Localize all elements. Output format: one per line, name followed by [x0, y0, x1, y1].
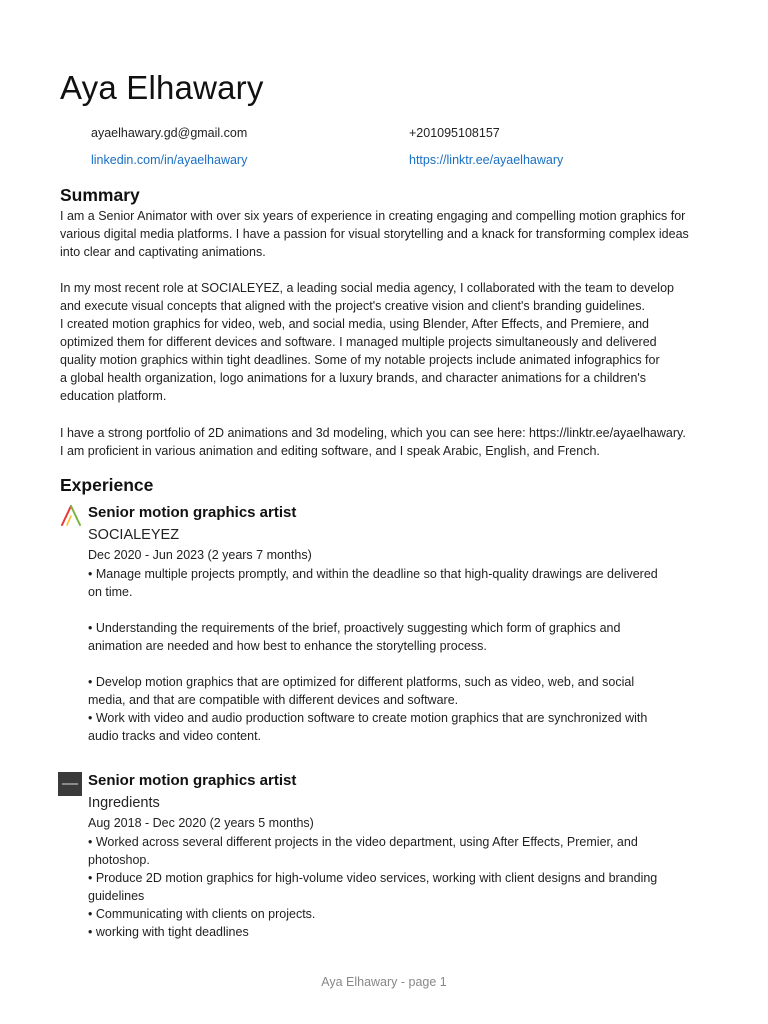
summary-line: In my most recent role at SOCIALEYEZ, a leading social media agency, I collaborated with the team to develop — [60, 281, 674, 295]
candidate-name: Aya Elhawary — [60, 69, 264, 106]
company-name: Ingredients — [88, 795, 160, 811]
summary-paragraph-3 — [60, 424, 710, 460]
summary-line: I am a Senior Animator with over six years of experience in creating engaging and compelling motion graphics for — [60, 209, 686, 223]
page-footer: Aya Elhawary - page 1 — [321, 975, 447, 989]
summary-line: and execute visual concepts that aligned with the project's creative vision and client's branding guidelines. — [60, 299, 645, 313]
line-gap — [88, 601, 688, 619]
line-gap — [88, 655, 688, 673]
linkedin-link[interactable]: linkedin.com/in/ayaelhawary — [91, 153, 248, 167]
job-line: • Worked across several different projects in the video department, using After Effects, Premier, and — [88, 835, 638, 849]
job-line: audio tracks and video content. — [88, 729, 262, 743]
linktree-link[interactable]: https://linktr.ee/ayaelhawary — [409, 153, 564, 167]
summary-paragraph-2 — [60, 279, 710, 405]
job-line: • Understanding the requirements of the brief, proactively suggesting which form of graphics and — [88, 621, 621, 635]
job-line: photoshop. — [88, 853, 150, 867]
job-line: animation are needed and how best to enhance the storytelling process. — [88, 639, 487, 653]
summary-line: a global health organization, logo animations for a luxury brands, and character animations for a children's — [60, 371, 647, 385]
job-line: • Produce 2D motion graphics for high-volume video services, working with client designs and branding — [88, 871, 658, 885]
phone-text: +201095108157 — [409, 126, 500, 140]
experience-heading: Experience — [60, 475, 154, 495]
summary-line: quality motion graphics within tight deadlines. Some of my notable projects include animated infographics for — [60, 353, 660, 367]
email-text: ayaelhawary.gd@gmail.com — [91, 126, 248, 140]
summary-heading: Summary — [60, 185, 140, 205]
job-line: guidelines — [88, 889, 145, 903]
summary-line: various digital media platforms. I have a passion for visual storytelling and a knack for transforming complex ideas — [60, 227, 689, 241]
ingredients-logo-icon — [58, 772, 82, 796]
summary-line: into clear and captivating animations. — [60, 245, 266, 259]
job-dates: Dec 2020 - Jun 2023 (2 years 7 months) — [88, 548, 312, 562]
summary-line: I created motion graphics for video, web, and social media, using Blender, After Effects, and Premiere, and — [60, 317, 649, 331]
summary-line: I have a strong portfolio of 2D animations and 3d modeling, which you can see here: https://linktr.ee/ayaelhawary. — [60, 426, 686, 440]
job-description — [88, 833, 688, 941]
job-line: • Communicating with clients on projects. — [88, 907, 316, 921]
job-line: media, and that are compatible with different devices and software. — [88, 693, 459, 707]
company-name: SOCIALEYEZ — [88, 527, 180, 543]
job-line: • Manage multiple projects promptly, and within the deadline so that high-quality drawings are delivered — [88, 567, 658, 581]
summary-line: education platform. — [60, 389, 167, 403]
job-line: • Develop motion graphics that are optimized for different platforms, such as video, web, and social — [88, 675, 635, 689]
job-title: Senior motion graphics artist — [88, 772, 297, 789]
summary-paragraph-1 — [60, 207, 710, 261]
job-title: Senior motion graphics artist — [88, 504, 297, 521]
job-line: on time. — [88, 585, 133, 599]
summary-line: I am proficient in various animation and editing software, and I speak Arabic, English, and French. — [60, 444, 600, 458]
summary-line: optimized them for different devices and software. I managed multiple projects simultaneously and delivered — [60, 335, 657, 349]
job-description — [88, 565, 688, 745]
job-line: • working with tight deadlines — [88, 925, 249, 939]
job-line: • Work with video and audio production software to create motion graphics that are synchronized with — [88, 711, 648, 725]
job-dates: Aug 2018 - Dec 2020 (2 years 5 months) — [88, 816, 314, 830]
socialeyez-logo-icon — [59, 503, 83, 527]
